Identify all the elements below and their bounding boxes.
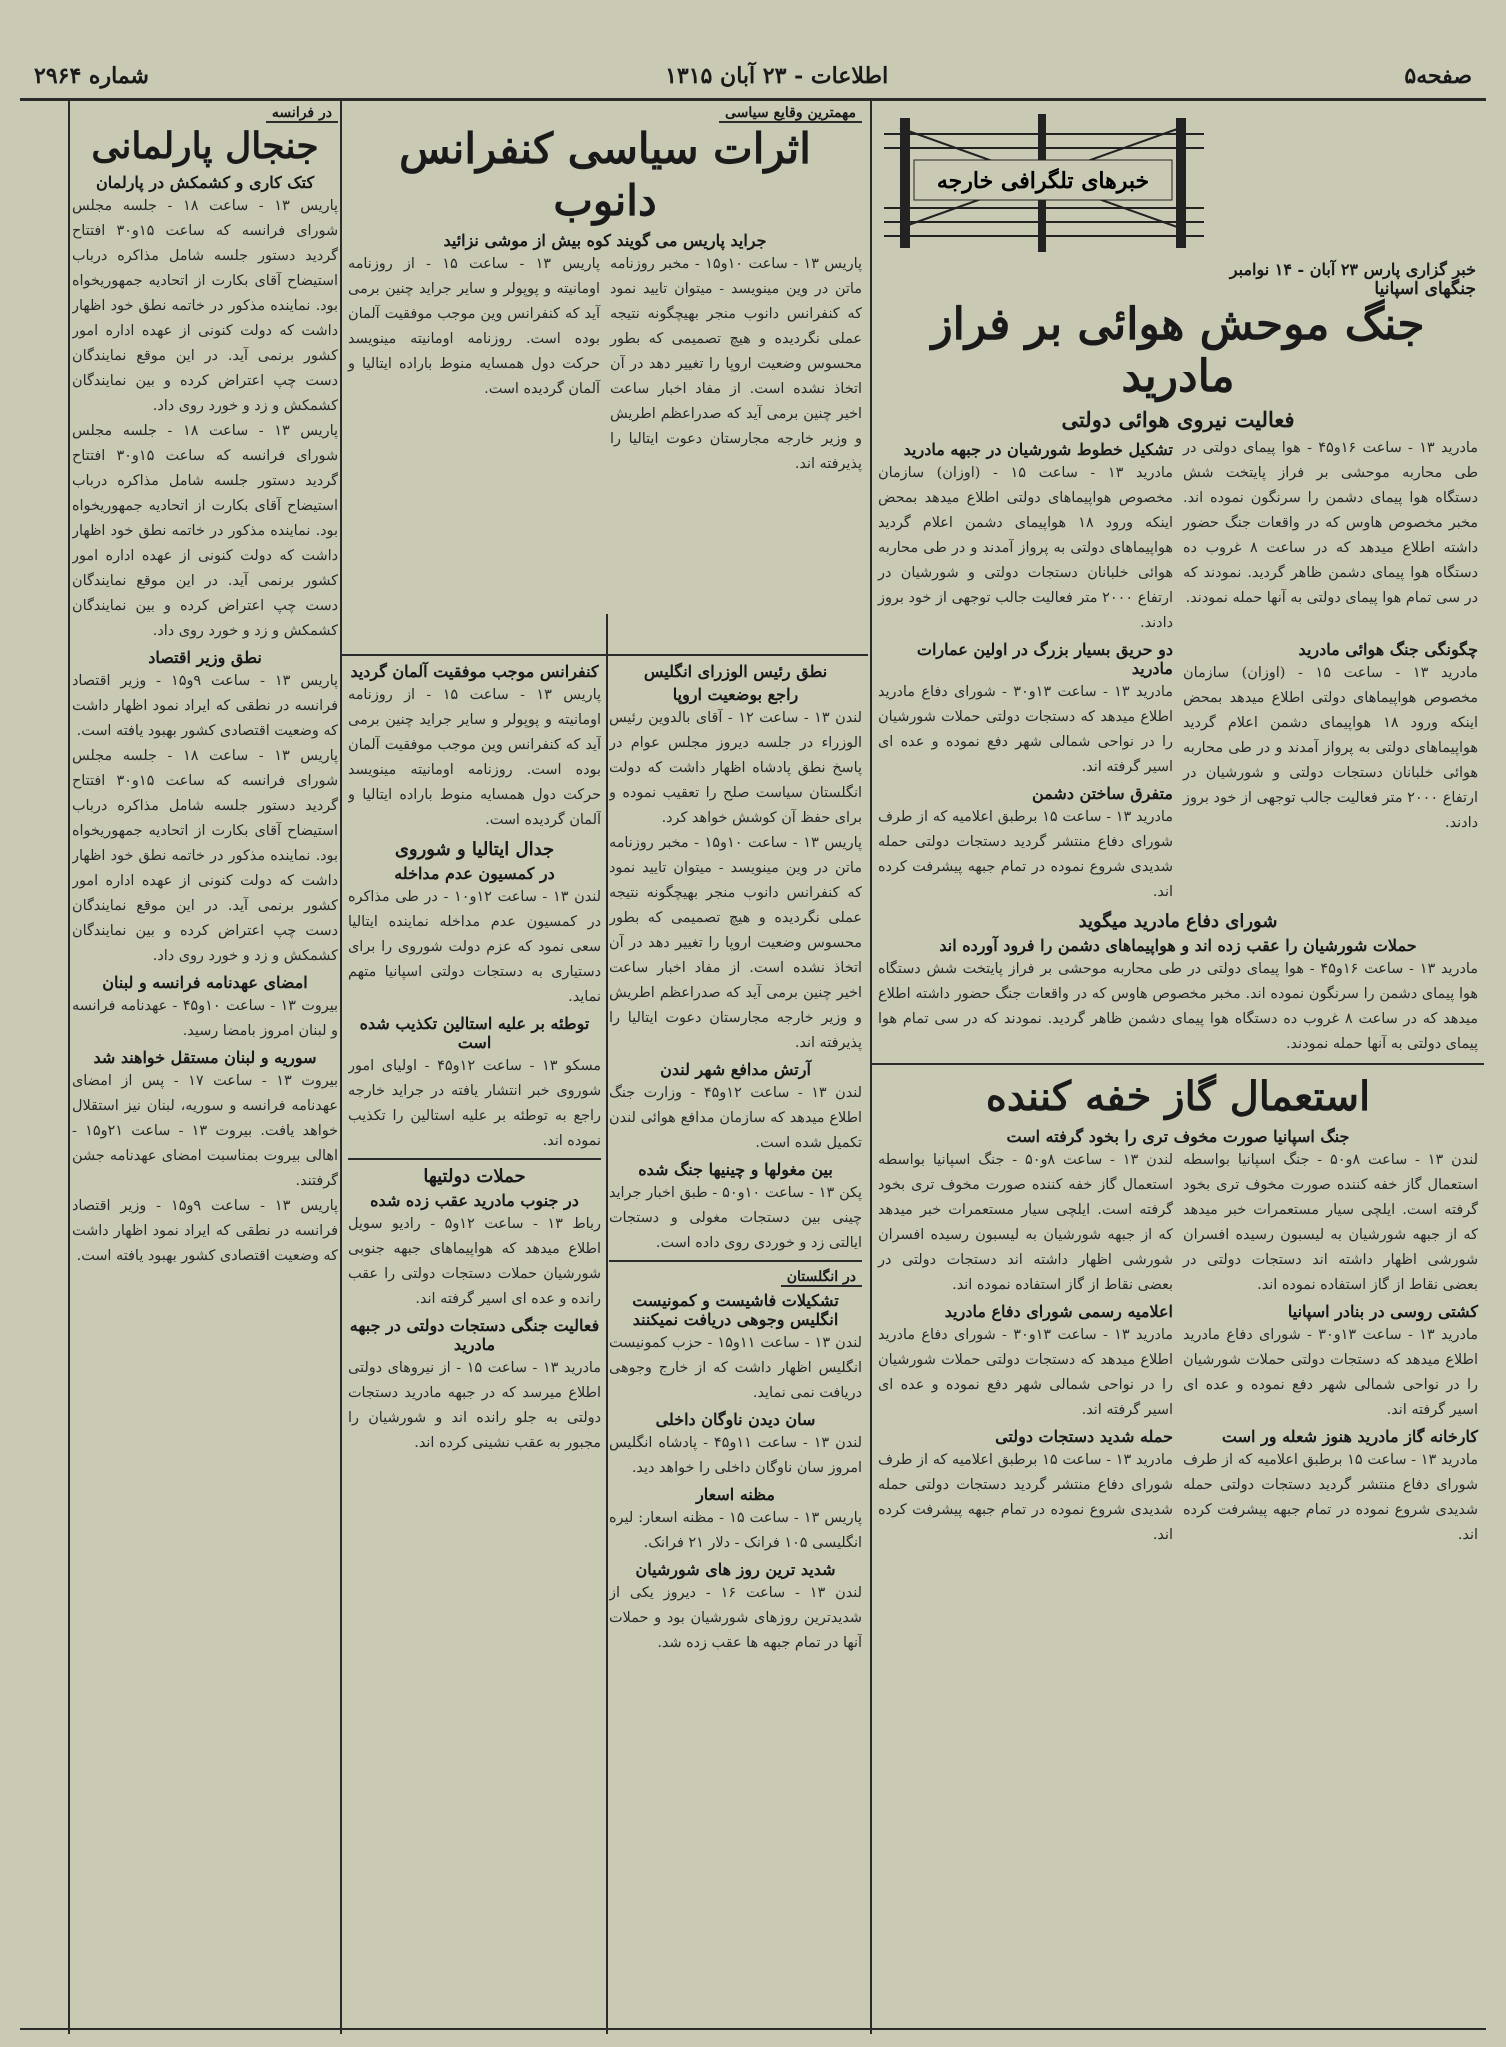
subheadline: شدید ترین روز های شورشیان xyxy=(635,1560,836,1579)
divider xyxy=(872,1063,1484,1065)
article-body: لندن ۱۳ - ساعت ۱۶ - دیروز یکی از شدیدترین روزهای شورشیان بود و حملات آنها در تمام جبهه ها عقب زده شد. xyxy=(609,1585,862,1651)
subheadline: کشتی روسی در بنادر اسپانیا xyxy=(1287,1302,1478,1321)
subheadline: امضای عهدنامه فرانسه و لبنان xyxy=(102,973,308,992)
subheadline: نطق رئیس الوزرای انگلیس xyxy=(643,662,828,681)
subheadline: شورای دفاع مادرید میگوید xyxy=(1078,911,1278,932)
subheadline: کنفرانس موجب موفقیت آلمان گردید xyxy=(350,662,599,681)
subheadline: فعالیت جنگی دستجات دولتی در جبهه مادرید xyxy=(349,1316,600,1354)
bottom-rule xyxy=(20,2028,1486,2030)
article-body: پاریس ۱۳ - ساعت ۹و۱۵ - وزیر اقتصاد فرانسه در نطقی که ایراد نمود اظهار داشت که وضعیت اقتصادی کشور بهبود یافته است. xyxy=(72,673,338,739)
right-subcolumn xyxy=(348,658,601,2032)
article-body: پاریس ۱۳ - ساعت ۹و۱۵ - وزیر اقتصاد فرانسه در نطقی که ایراد نمود اظهار داشت که وضعیت اقتصادی کشور بهبود یافته است. xyxy=(72,1198,338,1264)
divider xyxy=(348,1158,601,1160)
article-body: لندن ۱۳ - ساعت ۱۲و۱۰ - در طی مذاکره در کمسیون عدم مداخله نماینده ایتالیا سعی نمود که عزم دولت شوروی را برای دستیاری به دستجات دولتی اسپانیا متهم نماید. xyxy=(348,889,601,1005)
subheadline: متفرق ساختن دشمن xyxy=(1031,784,1173,803)
subheadline: فعالیت نیروی هوائی دولتی xyxy=(1061,407,1295,432)
subheadline: راجع بوضعیت اروپا xyxy=(672,685,799,704)
parliament-headline: جنجال پارلمانی xyxy=(91,125,319,167)
politics-column xyxy=(342,102,868,2032)
top-rule xyxy=(20,98,1486,101)
subheadline: حملات شورشیان را عقب زده اند و هواپیماهای دشمن را فرود آورده اند xyxy=(939,936,1417,955)
issue-number: شماره ۲۹۶۴ xyxy=(34,63,149,89)
subheadline: بین مغولها و چینیها جنگ شده xyxy=(638,1160,833,1179)
masthead xyxy=(20,56,1486,96)
subheadline: آرتش مدافع شهر لندن xyxy=(660,1060,811,1079)
subheadline: در جنوب مادرید عقب زده شده xyxy=(370,1191,579,1210)
subheadline: تشکیلات فاشیست و کمونیست انگلیس وجوهی دریافت نمیکنند xyxy=(632,1291,839,1329)
telegraph-logo-icon xyxy=(880,108,1208,258)
article-body: بیروت ۱۳ - ساعت ۱۷ - پس از امضای عهدنامه فرانسه و سوریه، لبنان نیز استقلال خواهد یافت. بیروت ۱۳ - ساعت ۲۱و۱۵ - اهالی بیروت بمناسبت امضای عهدنامه جشن گرفتند. xyxy=(72,1073,338,1189)
main-headline: جنگ موحش هوائی بر فراز مادرید xyxy=(931,299,1425,402)
subheadline: حمله شدید دستجات دولتی xyxy=(995,1427,1173,1446)
subheadline: نطق وزیر اقتصاد xyxy=(148,648,262,667)
article-body: لندن ۱۳ - ساعت ۸و۵۰ - جنگ اسپانیا بواسطه استعمال گاز خفه کننده صورت مخوف تری بخود گرفته است. ایلچی سیار مستعمرات خبر میدهد که از جبهه شورشیان به لیسبون رسیده افسران شورشی اظهار داشته اند دستجات دولتی در بعضی نقاط از گاز استفاده نموده اند. xyxy=(878,1152,1173,1293)
article-body: مادرید ۱۳ - ساعت ۱۵ - از نیروهای دولتی اطلاع میرسد که در جبهه مادرید دستجات دولتی به جلو رانده اند و شورشیان را مجبور به عقب نشینی کرده اند. xyxy=(348,1360,601,1451)
subheadline: جدال ایتالیا و شوروی xyxy=(394,839,555,860)
article-body: رباط ۱۳ - ساعت ۱۲و۵ - رادیو سویل اطلاع میدهد که هواپیماهای جبهه جنوبی شورشیان حملات دستجات دولتی را عقب رانده و عده ای اسیر گرفته اند. xyxy=(348,1216,601,1307)
article-body: پاریس ۱۳ - ساعت ۱۵ - از روزنامه اومانیته و پوپولر و سایر جراید چنین برمی آید که کنفرانس وین موجب موفقیت آلمان بوده است. روزنامه اومانیته مینویسد حرکت دول همسایه منوط باراده ایتالیا و آلمان گردیده است. xyxy=(348,687,601,828)
spain-column xyxy=(872,102,1484,2032)
article-body: مسکو ۱۳ - ساعت ۱۲و۴۵ - اولیای امور شوروی خبر انتشار یافته در جراید خارجه راجع به توطئه بر علیه استالین را تکذیب نموده اند. xyxy=(348,1058,601,1149)
subheadline: سان دیدن ناوگان داخلی xyxy=(655,1410,816,1429)
article-body: مادرید ۱۳ - ساعت ۱۳و۳۰ - شورای دفاع مادرید اطلاع میدهد که دستجات دولتی حملات شورشیان را در نواحی شمالی شهر دفع نموده و عده ای اسیر گرفته اند. xyxy=(1183,1327,1478,1418)
article-body: لندن ۱۳ - ساعت ۱۲ - آقای بالدوین رئیس الوزراء در جلسه دیروز مجلس عوام در پاسخ نطق پادشاه اظهار داشت که دولت انگلستان سیاست صلح را تعقیب نموده و برای حفظ آن کوشش خواهد کرد. xyxy=(609,710,862,826)
france-column xyxy=(72,102,338,2032)
divider xyxy=(609,1260,862,1262)
subheadline: چگونگی جنگ هوائی مادرید xyxy=(1298,640,1478,659)
subheadline: دو حریق بسیار بزرگ در اولین عمارات مادرید xyxy=(916,640,1173,678)
deck: جراید پاریس می گویند کوه بیش از موشی نزائید xyxy=(443,231,767,250)
subheadline: تشکیل خطوط شورشیان در جبهه مادرید xyxy=(903,440,1173,459)
subheadline: جنگ اسپانیا صورت مخوف تری را بخود گرفته است xyxy=(1006,1127,1350,1146)
article-body: لندن ۱۳ - ساعت ۸و۵۰ - جنگ اسپانیا بواسطه استعمال گاز خفه کننده صورت مخوف تری بخود گرفته است. ایلچی سیار مستعمرات خبر میدهد که از جبهه شورشیان به لیسبون رسیده افسران شورشی اظهار داشته اند دستجات دولتی در بعضی نقاط از گاز استفاده نموده اند. xyxy=(1183,1152,1478,1293)
article-body: مادرید ۱۳ - ساعت ۱۶و۴۵ - هوا پیمای دولتی در طی محاربه موحشی بر فراز پایتخت شش دستگاه هوا پیمای دشمن را سرنگون نموده اند. مخبر مخصوص هاوس که در واقعات جنگ حضور داشته اطلاع میدهد که در ساعت ۸ غروب ده دستگاه هوا پیمای دشمن ظاهر گردید. نمودند که در سی تمام هوا پیمای دولتی به آنها حمله نمودند. xyxy=(878,961,1478,1052)
subheadline: کتک کاری و کشمکش در پارلمان xyxy=(95,173,315,192)
left-subcolumn xyxy=(609,658,862,2032)
subheadline: سوریه و لبنان مستقل خواهند شد xyxy=(93,1048,317,1067)
newspaper-page xyxy=(20,14,1486,2034)
article-body: پاریس ۱۳ - ساعت ۱۰و۱۵ - مخبر روزنامه ماتن در وین مینویسد - میتوان تایید نمود که کنفرانس دانوب منجر بهیچگونه نتیجه عملی نگردیده و هیچ تصمیمی که بطور محسوس وضعیت اروپا را تغییر دهد در آن اتخاذ نشده است. از مفاد اخبار ساعت اخیر چنین برمی آید که صدراعظم اطریش و وزیر خارجه مجارستان دعوت ایتالیا را پذیرفته اند. xyxy=(609,835,862,1051)
article-body: مادرید ۱۳ - ساعت ۱۳و۳۰ - شورای دفاع مادرید اطلاع میدهد که دستجات دولتی حملات شورشیان را در نواحی شمالی شهر دفع نموده و عده ای اسیر گرفته اند. xyxy=(878,684,1173,775)
article-body: مادرید ۱۳ - ساعت ۱۵ برطبق اعلامیه که از طرف شورای دفاع منتشر گردید دستجات دولتی حمله شدیدی شروع نموده در تمام جبهه پیشرفت کرده اند. xyxy=(878,809,1173,900)
gas-headline: استعمال گاز خفه کننده xyxy=(985,1073,1371,1120)
article-body: پاریس ۱۳ - ساعت ۱۸ - جلسه مجلس شورای فرانسه که ساعت ۱۵و۳۰ افتتاح گردید دستور جلسه شامل مذاکره درباب استیضاح آقای بکارت از اتحادیه جمهوریخواه بود. نماینده مذکور در خاتمه نطق خود اظهار داشت که دولت کنونی از عهده اداره امور کشور برنمی آید. در این موقع نمایندگان دست چپ اعتراض کرده و بین نمایندگان کشمکش و زد و خورد روی داد. xyxy=(72,423,338,639)
article-body: لندن ۱۳ - ساعت ۱۱و۴۵ - پادشاه انگلیس امروز سان ناوگان داخلی را خواهد دید. xyxy=(609,1435,862,1476)
article-body: مادرید ۱۳ - ساعت ۱۶و۴۵ - هوا پیمای دولتی در طی محاربه موحشی بر فراز پایتخت شش دستگاه هوا پیمای دشمن را سرنگون نموده اند. مخبر مخصوص هاوس که در واقعات جنگ حضور داشته اطلاع میدهد که در ساعت ۸ غروب ده دستگاه هوا پیمای دشمن ظاهر گردید. نمودند که در سی تمام هوا پیمای دولتی به آنها حمله نمودند. xyxy=(1183,440,1478,606)
subheadline: توطئه بر علیه استالین تکذیب شده است xyxy=(359,1014,590,1052)
section-badge: در انگلستان xyxy=(781,1269,862,1287)
article-body: پاریس ۱۳ - ساعت ۱۰و۱۵ - مخبر روزنامه ماتن در وین مینویسد - میتوان تایید نمود که کنفرانس دانوب منجر بهیچگونه نتیجه عملی نگردیده و هیچ تصمیمی که بطور محسوس وضعیت اروپا را تغییر دهد در آن اتخاذ نشده است. از مفاد اخبار ساعت اخیر چنین برمی آید که صدراعظم اطریش و وزیر خارجه مجارستان دعوت ایتالیا را پذیرفته اند. xyxy=(610,256,862,472)
danube-headline: اثرات سیاسی کنفرانس دانوب xyxy=(399,124,811,225)
dateline: خبر گزاری پارس ۲۳ آبان - ۱۴ نوامبر xyxy=(1229,260,1476,279)
divider xyxy=(342,654,868,656)
article-body: بیروت ۱۳ - ساعت ۱۰و۴۵ - عهدنامه فرانسه و لبنان امروز بامضا رسید. xyxy=(72,998,338,1039)
subheadline: مظنه اسعار xyxy=(696,1485,775,1504)
svg-text:خبرهای تلگرافی خارجه: خبرهای تلگرافی خارجه xyxy=(936,168,1150,194)
article-body: مادرید ۱۳ - ساعت ۱۵ برطبق اعلامیه که از طرف شورای دفاع منتشر گردید دستجات دولتی حمله شدیدی شروع نموده در تمام جبهه پیشرفت کرده اند. xyxy=(878,1452,1173,1543)
subheadline: کارخانه گاز مادرید هنوز شعله ور است xyxy=(1221,1427,1478,1446)
article-body: پکن ۱۳ - ساعت ۱۰و۵۰ - طبق اخبار جراید چینی بین دستجات مغولی و دستجات ایالتی زد و خوردی روی داده است. xyxy=(609,1185,862,1251)
paper-date: اطلاعات - ۲۳ آبان ۱۳۱۵ xyxy=(665,63,889,89)
article-body: پاریس ۱۳ - ساعت ۱۸ - جلسه مجلس شورای فرانسه که ساعت ۱۵و۳۰ افتتاح گردید دستور جلسه شامل مذاکره درباب استیضاح آقای بکارت از اتحادیه جمهوریخواه بود. نماینده مذکور در خاتمه نطق خود اظهار داشت که دولت کنونی از عهده اداره امور کشور برنمی آید. در این موقع نمایندگان دست چپ اعتراض کرده و بین نمایندگان کشمکش و زد و خورد روی داد. xyxy=(72,198,338,414)
article-body: مادرید ۱۳ - ساعت ۱۵ - (اوزان) سازمان مخصوص هواپیماهای دولتی اطلاع میدهد بمحض اینکه ورود ۱۸ هواپیمای دشمن اعلام گردید هواپیماهای دولتی به پرواز آمدند و در طی محاربه هوائی خلبانان دستجات دولتی و شورشیان در ارتفاع ۲۰۰۰ متر فعالیت جالب توجهی از خود بروز دادند. xyxy=(878,465,1174,631)
article-body: لندن ۱۳ - ساعت ۱۲و۴۵ - وزارت جنگ اطلاع میدهد که سازمان مدافع هوائی لندن تکمیل شده است. xyxy=(609,1085,862,1151)
subheadline: حملات دولتیها xyxy=(423,1166,526,1187)
article-body: مادرید ۱۳ - ساعت ۱۳و۳۰ - شورای دفاع مادرید اطلاع میدهد که دستجات دولتی حملات شورشیان را در نواحی شمالی شهر دفع نموده و عده ای اسیر گرفته اند. xyxy=(878,1327,1173,1418)
article-body: پاریس ۱۳ - ساعت ۱۵ - مظنه اسعار: لیره انگلیسی ۱۰۵ فرانک - دلار ۲۱ فرانک. xyxy=(609,1510,862,1551)
article-body: مادرید ۱۳ - ساعت ۱۵ برطبق اعلامیه که از طرف شورای دفاع منتشر گردید دستجات دولتی حمله شدیدی شروع نموده در تمام جبهه پیشرفت کرده اند. xyxy=(1183,1452,1478,1543)
kicker: جنگهای اسپانیا xyxy=(1374,279,1476,299)
article-body: پاریس ۱۳ - ساعت ۱۵ - از روزنامه اومانیته و پوپولر و سایر جراید چنین برمی آید که کنفرانس وین موجب موفقیت آلمان بوده است. روزنامه اومانیته مینویسد حرکت دول همسایه منوط باراده ایتالیا و آلمان گردیده است. xyxy=(348,256,601,397)
subheadline: در کمسیون عدم مداخله xyxy=(394,864,555,883)
subheadline: اعلامیه رسمی شورای دفاع مادرید xyxy=(944,1302,1173,1321)
article-body: مادرید ۱۳ - ساعت ۱۵ - (اوزان) سازمان مخصوص هواپیماهای دولتی اطلاع میدهد بمحض اینکه ورود ۱۸ هواپیمای دشمن اعلام گردید هواپیماهای دولتی به پرواز آمدند و در طی محاربه هوائی خلبانان دستجات دولتی و شورشیان در ارتفاع ۲۰۰۰ متر فعالیت جالب توجهی از خود بروز دادند. xyxy=(1183,665,1479,831)
section-badge: مهمترین وقایع سیاسی xyxy=(719,105,862,123)
page-label: صفحه۵ xyxy=(1404,63,1472,89)
article-body: پاریس ۱۳ - ساعت ۱۸ - جلسه مجلس شورای فرانسه که ساعت ۱۵و۳۰ افتتاح گردید دستور جلسه شامل مذاکره درباب استیضاح آقای بکارت از اتحادیه جمهوریخواه بود. نماینده مذکور در خاتمه نطق خود اظهار داشت که دولت کنونی از عهده اداره امور کشور برنمی آید. در این موقع نمایندگان دست چپ اعتراض کرده و بین نمایندگان کشمکش و زد و خورد روی داد. xyxy=(72,748,338,964)
logo-area xyxy=(872,102,1484,254)
left-margin-rule xyxy=(68,100,70,2034)
section-badge: در فرانسه xyxy=(266,105,338,123)
article-body: لندن ۱۳ - ساعت ۱۱و۱۵ - حزب کمونیست انگلیس اظهار داشت که از خارج وجوهی دریافت نمی نماید. xyxy=(609,1335,862,1401)
